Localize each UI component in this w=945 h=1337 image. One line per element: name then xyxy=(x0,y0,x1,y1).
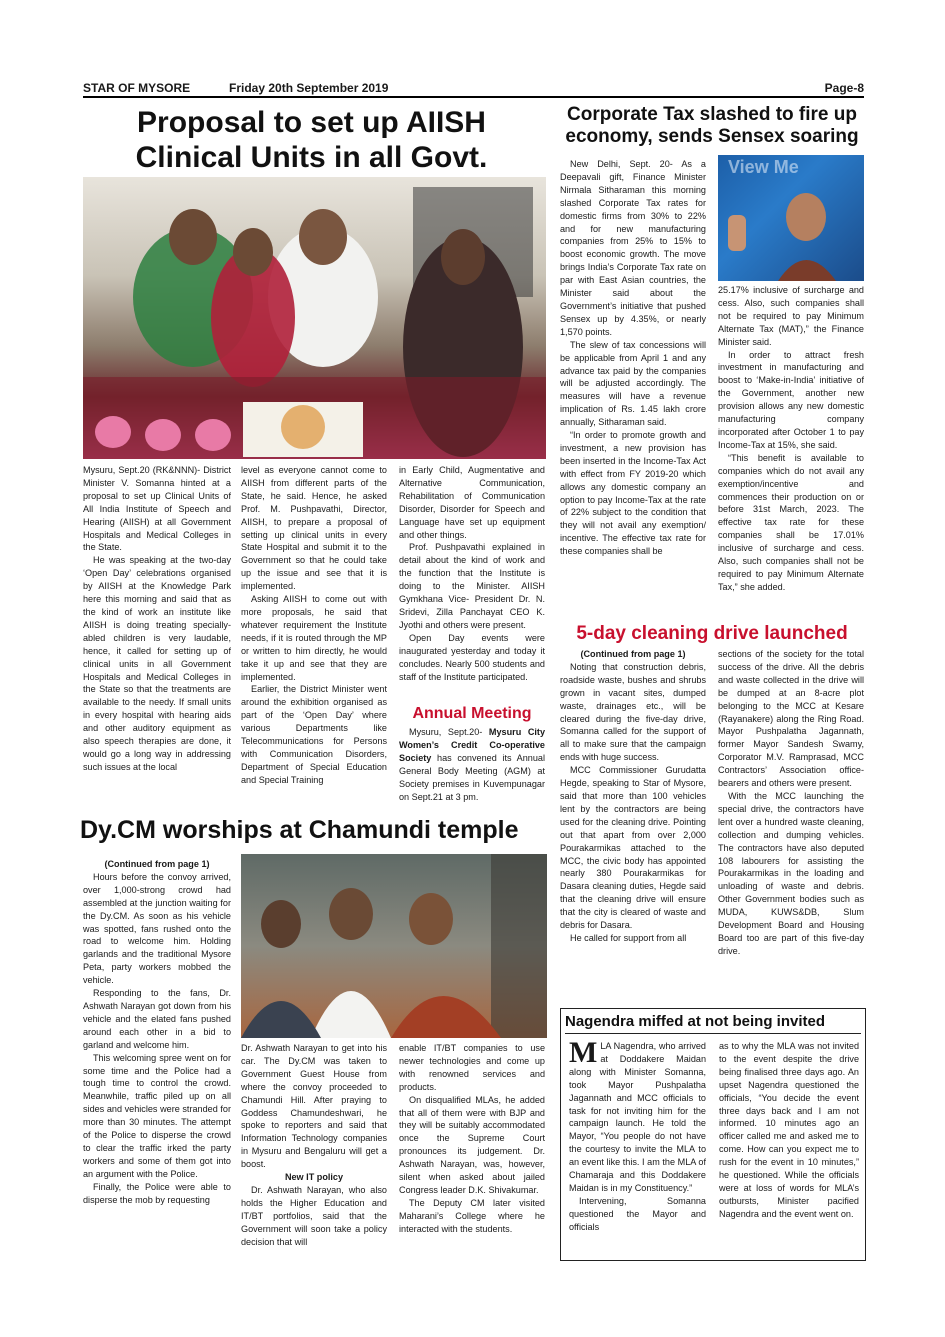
issue-date: Friday 20th September 2019 xyxy=(229,81,389,95)
annual-meeting-headline: Annual Meeting xyxy=(412,705,532,722)
tax-headline: Corporate Tax slashed to fire up economy, sends Sensex soaring xyxy=(565,104,859,147)
aiish-col-3: in Early Child, Augmentative and Alternative Communication, Rehabilitation of Communication Disorder, Disorder for Speech and Language have set up equipment and other things. Prof. Pushpavathi explained in detail about the kind of work and the function that the Institute is doing to the Minister. AIISH Gymkhana Vice- President Dr. N. Sridevi, Zilla Panchayat CEO K. Jyothi and others were present. Open Day events were inaugurated yesterday and today it concludes. Nearly 500 students and staff of the Institute participated. xyxy=(399,465,545,682)
paper-name: STAR OF MYSORE xyxy=(83,81,191,95)
aiish-col-2: level as everyone cannot come to AIISH from different parts of the State, he said. Hence, he asked Prof. M. Pushpavathi, Director, AIISH, to prepare a proposal of setting up clinical units in every State Hospital and submit it to the Government so that he could take up the issue and see that it is implemented. Asking AIISH to come out with more proposals, he said that whatever requirement the Institute needs, if it is routed through the MP or written to him directly, he would take it up and see that they are implemented. Earlier, the District Minister went around the exhibition organised as part of the ‘Open Day’ where various Departments like Telecommunications for Persons with Communication Disorders, Department of Special Education and Special Training xyxy=(241,465,387,785)
tax-photo xyxy=(718,155,864,281)
nagendra-box xyxy=(560,1008,866,1261)
dycm-headline: Dy.CM worships at Chamundi temple xyxy=(80,816,519,844)
aiish-col-1: Mysuru, Sept.20 (RK&NNN)- District Minister V. Somanna hinted at a proposal to set up Clinical Units of All India Institute of Speech and Hearing (AIISH) at all Government Hospitals and Medical Colleges in the State. He was speaking at the two-day ‘Open Day’ celebrations organised by AIISH at the Knowledge Park here this morning and said that as the kind of work an institute like AIISH is doing treating specially-abled children is very laudable, hence, it called for setting up of clinical units in all Government Hospitals and Medical Colleges in the State so that the treatments are available to the needy. If small units in every hospital with hearing aids and other auditory equipment as also speech therapies are done, it would go a long way in addressing such issues at the local xyxy=(83,465,231,772)
tax-photo-illustration xyxy=(718,155,864,281)
nagendra-col-2: as to why the MLA was not invited to the event despite the drive being finalised three days ago. An upset Nagendra questioned the officials, “You decide the event three days back and I am not informed. 10 minutes ago an officer called me and asked me to come. How can you expect me to rush for the event in 10 minutes,” he questioned. While the officials were at loss of words for MLA’s outbursts, Minister pacified Nagendra and the event went on. xyxy=(719,1041,859,1219)
dycm-photo xyxy=(241,854,547,1038)
drop-cap: M xyxy=(569,1040,598,1069)
annual-meeting-body: Mysuru, Sept.20- Mysuru City Women’s Credit Co-operative Society has convened its Annual General Body Meeting (AGM) at Society premises in Kuvempunagar on Sept.21 at 3 pm. xyxy=(399,727,545,802)
nagendra-headline: Nagendra miffed at not being invited xyxy=(565,1013,861,1034)
dycm-col-2: Dr. Ashwath Narayan to get into his car. The Dy.CM was taken to Government Guest House from where the convoy proceeded to Chamundi Hill. After praying to Goddess Chamundeshwari, he spoke to reporters and said that Information Technology companies in Mysuru and Bengaluru will get a boost. New IT policy Dr. Ashwath Narayan, who also holds the Higher Education and IT/BT portfolios, said that the Government will soon take a policy decision that will xyxy=(241,1043,387,1247)
page-header xyxy=(83,80,864,98)
dycm-col-1: (Continued from page 1) Hours before the convoy arrived, over 1,000-strong crowd had assembled at the junction waiting for the Dy.CM. As soon as his vehicle was spotted, fans rushed onto the road to welcome him. Holding garlands and the traditional Mysore Peta, party workers mobbed the vehicle. Responding to the fans, Dr. Ashwath Narayan got down from his vehicle and the elated fans pushed around each other in a bid to garland and welcome him. This welcoming spree went on for some time and the Police had a tough time to control the crowd. Meanwhile, traffic piled up on all sides and vehicles were stranded for more than 30 minutes. The attempt of the Police to disperse the crowd to clear the traffic irked the party workers and some of them got into an argument with the Police. Finally, the Police were able to disperse the mob by requesting xyxy=(83,859,231,1205)
nagendra-col-1: MLA Nagendra, who arrived at Doddakere Maidan along with Minister Somanna, took Mayor Pushpalatha Jagannath and MCC officials to task for not inviting him for the campaign launch. He told the Mayor, “You people do not have the courtesy to invite the MLA to an event like this. I am the MLA of Chamaraja and this Doddakere Maidan is in my Constituency.” Intervening, Somanna questioned the Mayor and officials xyxy=(569,1040,706,1232)
aiish-photo-illustration xyxy=(83,177,546,459)
aiish-photo xyxy=(83,177,546,459)
aiish-headline: Proposal to set up AIISH Clinical Units in all Govt. xyxy=(135,106,488,174)
page-number: Page-8 xyxy=(824,81,864,95)
cleaning-col-1: (Continued from page 1) Noting that construction debris, roadside waste, bushes and shrubs grown in vacant sites, dumped waste, drainages etc., will be cleared during the five-day drive, Somanna called for the support of all to make sure that the campaign ends with huge success. MCC Commissioner Gurudatta Hegde, speaking to Star of Mysore, said that more than 100 vehicles lent by the contractors are being used for the cleaning drive. Pointing out that apart from over 2,000 Pourakarmikas attached to the MCC, the civic body has appointed nearly 380 Pourakarmikas for Dasara cleaning duties, Hegde said that the cleaning drive will ensure that the city is cleared of waste and debris for Dasara. He called for support from all xyxy=(560,649,706,943)
tax-col-2: 25.17% inclusive of surcharge and cess. Also, such companies shall not be required to pay Minimum Alternate Tax (MAT),” the Finance Minister said. In order to attract fresh investment in manufacturing and boost to ‘Make-in-India’ initiative of the Government, another new provision allows any new domestic manufacturing company incorporated after October 1 to pay Income-Tax at 15%, she said. “This benefit is available to companies which do not avail any exemption/incentive and commences their production on or before 31st March, 2023. The effective tax rate for these companies shall be 17.01% inclusive of surcharge and cess. Also, such companies shall not be required to pay Minimum Alternate Tax,” she added. xyxy=(718,285,864,592)
cleaning-headline: 5-day cleaning drive launched xyxy=(576,623,848,644)
svg-text:View Me: View Me xyxy=(728,157,799,177)
dycm-photo-illustration xyxy=(241,854,547,1038)
dycm-col-3: enable IT/BT companies to use newer technologies and come up with renowned services and products. On disqualified MLAs, he added that all of them were with BJP and they will be suitably accommodated once the Supreme Court pronounces its judgement. Dr. Ashwath Narayan, was, however, silent when asked about jailed Congress leader D.K. Shivakumar. The Deputy CM later visited Maharani’s College where he interacted with the students. xyxy=(399,1043,545,1234)
cleaning-col-2: sections of the society for the total success of the drive. All the debris and waste collected in the drive will be dumped at an 8-acre plot belonging to the MCC at Kesare (Rayanakere) along the Ring Road. Mayor Pushpalatha Jagannath, former Mayor Sandesh Swamy, Corporator M.V. Ramprasad, MCC Contractors’ Association office-bearers and others were present. With the MCC launching the special drive, the contractors have lent over a hundred waste cleaning, collection and dumping vehicles. The contractors have also deputed 108 labourers for assisting the Pourakarmikas in the loading and unloading of waste and debris. Other Government bodies such as MUDA, KUWS&DB, Slum Development Board and Housing Board too are part of this five-day drive. xyxy=(718,649,864,956)
tax-col-1: New Delhi, Sept. 20- As a Deepavali gift, Finance Minister Nirmala Sitharaman this morning slashed Corporate Tax rates for domestic firms from 30% to 22% and for new manufacturing companies from 25% to 15% to boost economic growth. The move brings India’s Corporate Tax rate on par with East Asian countries, the Minister said about the Government’s initiative that pushed Sensex up by 4.35%, or nearly 1,570 points. The slew of tax concessions will be applicable from April 1 and any advance tax paid by the companies will be adjusted accordingly. The measures will have a revenue implication of Rs. 1.45 lakh crore annually, Sitharaman said. “In order to promote growth and investment, a new provision has been inserted in the Income-Tax Act with effect from FY 2019-20 which allows any domestic company an option to pay Income-Tax at the rate of 22% subject to the condition that they will not avail any exemption/ incentive. The effective tax rate for these companies shall be xyxy=(560,159,706,557)
